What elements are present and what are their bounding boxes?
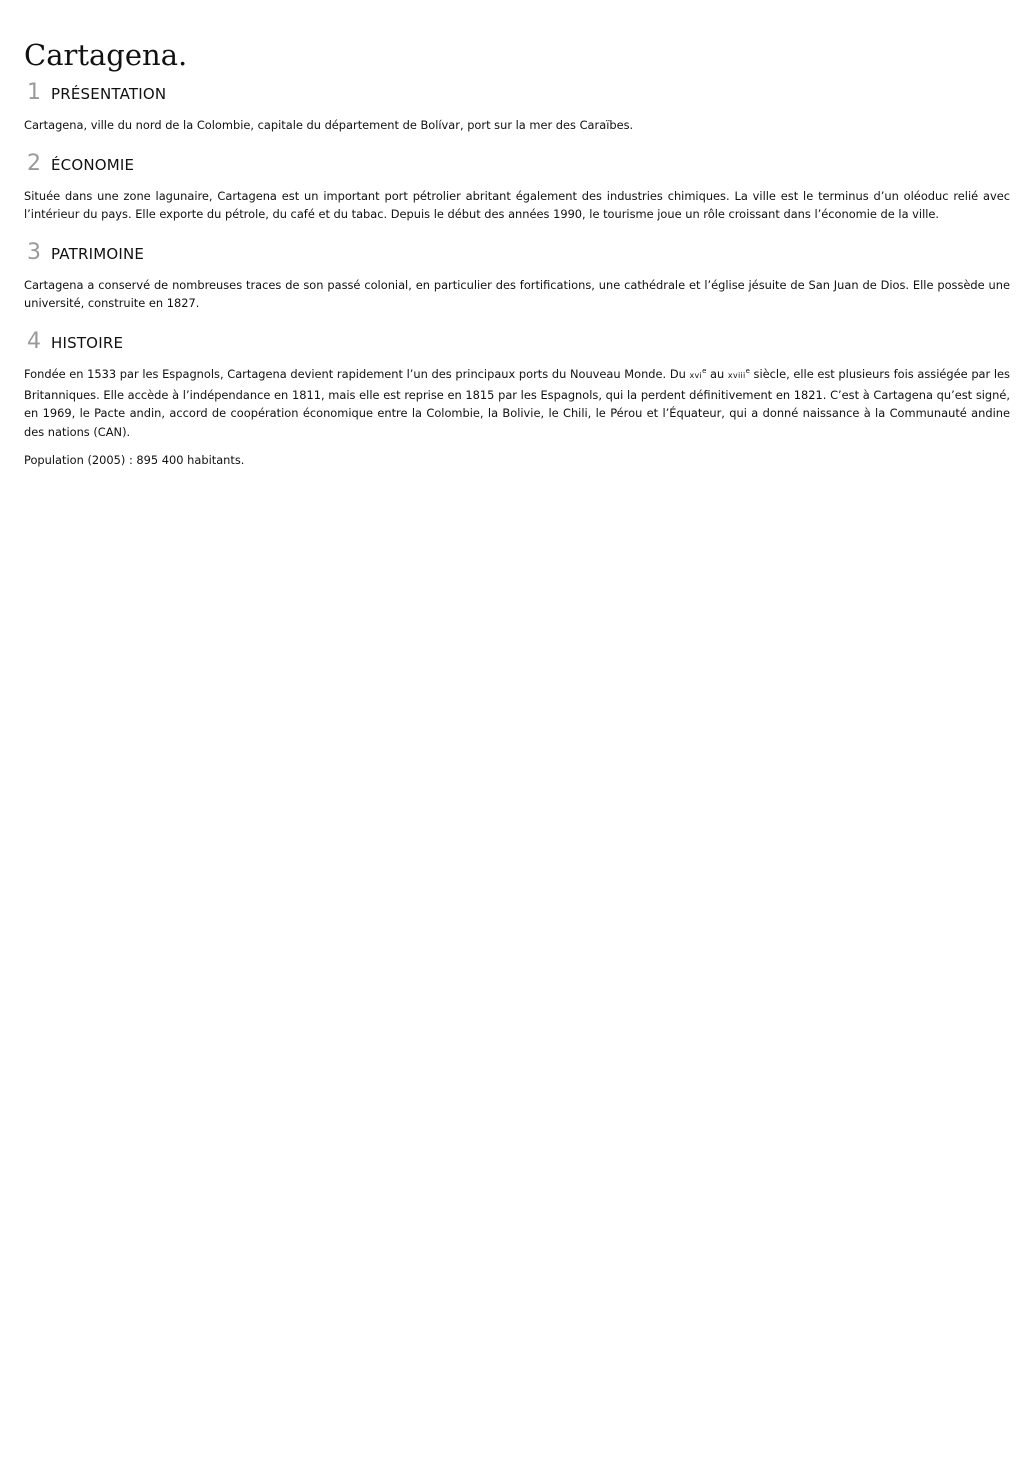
section-heading [24,80,1010,108]
section-number: 2 [27,150,41,176]
section-histoire [24,329,1010,470]
section-heading [24,151,1010,179]
section-paragraph: Cartagena a conservé de nombreuses traces de son passé colonial, en particulier des fortifications, une cathédrale et l’église jésuite de San Juan de Dios. Elle possède une université, construite en 1827. [24,277,1010,311]
century-xvi-sup: e [702,367,707,376]
section-paragraph: Cartagena, ville du nord de la Colombie, capitale du département de Bolívar, port sur la mer des Caraïbes. [24,118,634,132]
section-presentation [24,80,1010,135]
history-text-b: au [706,366,728,381]
section-patrimoine [24,240,1010,313]
section-economie [24,151,1010,224]
century-xvi: xvi [689,370,703,380]
century-xviii: xviii [727,370,746,380]
section-paragraph: Située dans une zone lagunaire, Cartagena est un important port pétrolier abritant également des industries chimiques. La ville est le terminus d’un oléoduc relié avec l’intérieur du pays. Elle exporte du pétrole, du café et du tabac. Depuis le début des années 1990, le tourisme joue un rôle croissant dans l’économie de la ville. [24,188,1010,222]
history-text-a: Fondée en 1533 par les Espagnols, Cartagena devient rapidement l’un des principaux ports du Nouveau Monde. Du [24,366,690,381]
section-paragraph [24,365,1010,441]
section-number: 4 [27,328,41,354]
population-line: Population (2005) : 895 400 habitants. [24,453,245,468]
section-number: 3 [27,239,41,265]
section-number: 1 [27,80,41,105]
document-title: Cartagena. [24,38,188,72]
document-page [24,36,1010,470]
section-heading [24,329,1010,357]
century-xviii-sup: e [745,367,750,376]
section-label: HISTOIRE [51,333,124,352]
section-label: ÉCONOMIE [51,155,135,174]
history-text-c: siècle, elle est plusieurs fois assiégée par les Britanniques. Elle accède à l’indépendance en 1811, mais elle est reprise en 1815 par les Espagnols, qui la perdent définitivement en 1821. C’est à Cartagena qu’est signé, en 1969, le Pacte andin, accord de coopération économique entre la Colombie, la Bolivie, le Chili, le Pérou et l’Équateur, qui a donné naissance à la Communauté andine des nations (CAN). [24,366,1010,439]
section-label: PATRIMOINE [51,244,145,263]
section-heading [24,240,1010,268]
section-label: PRÉSENTATION [51,85,167,103]
